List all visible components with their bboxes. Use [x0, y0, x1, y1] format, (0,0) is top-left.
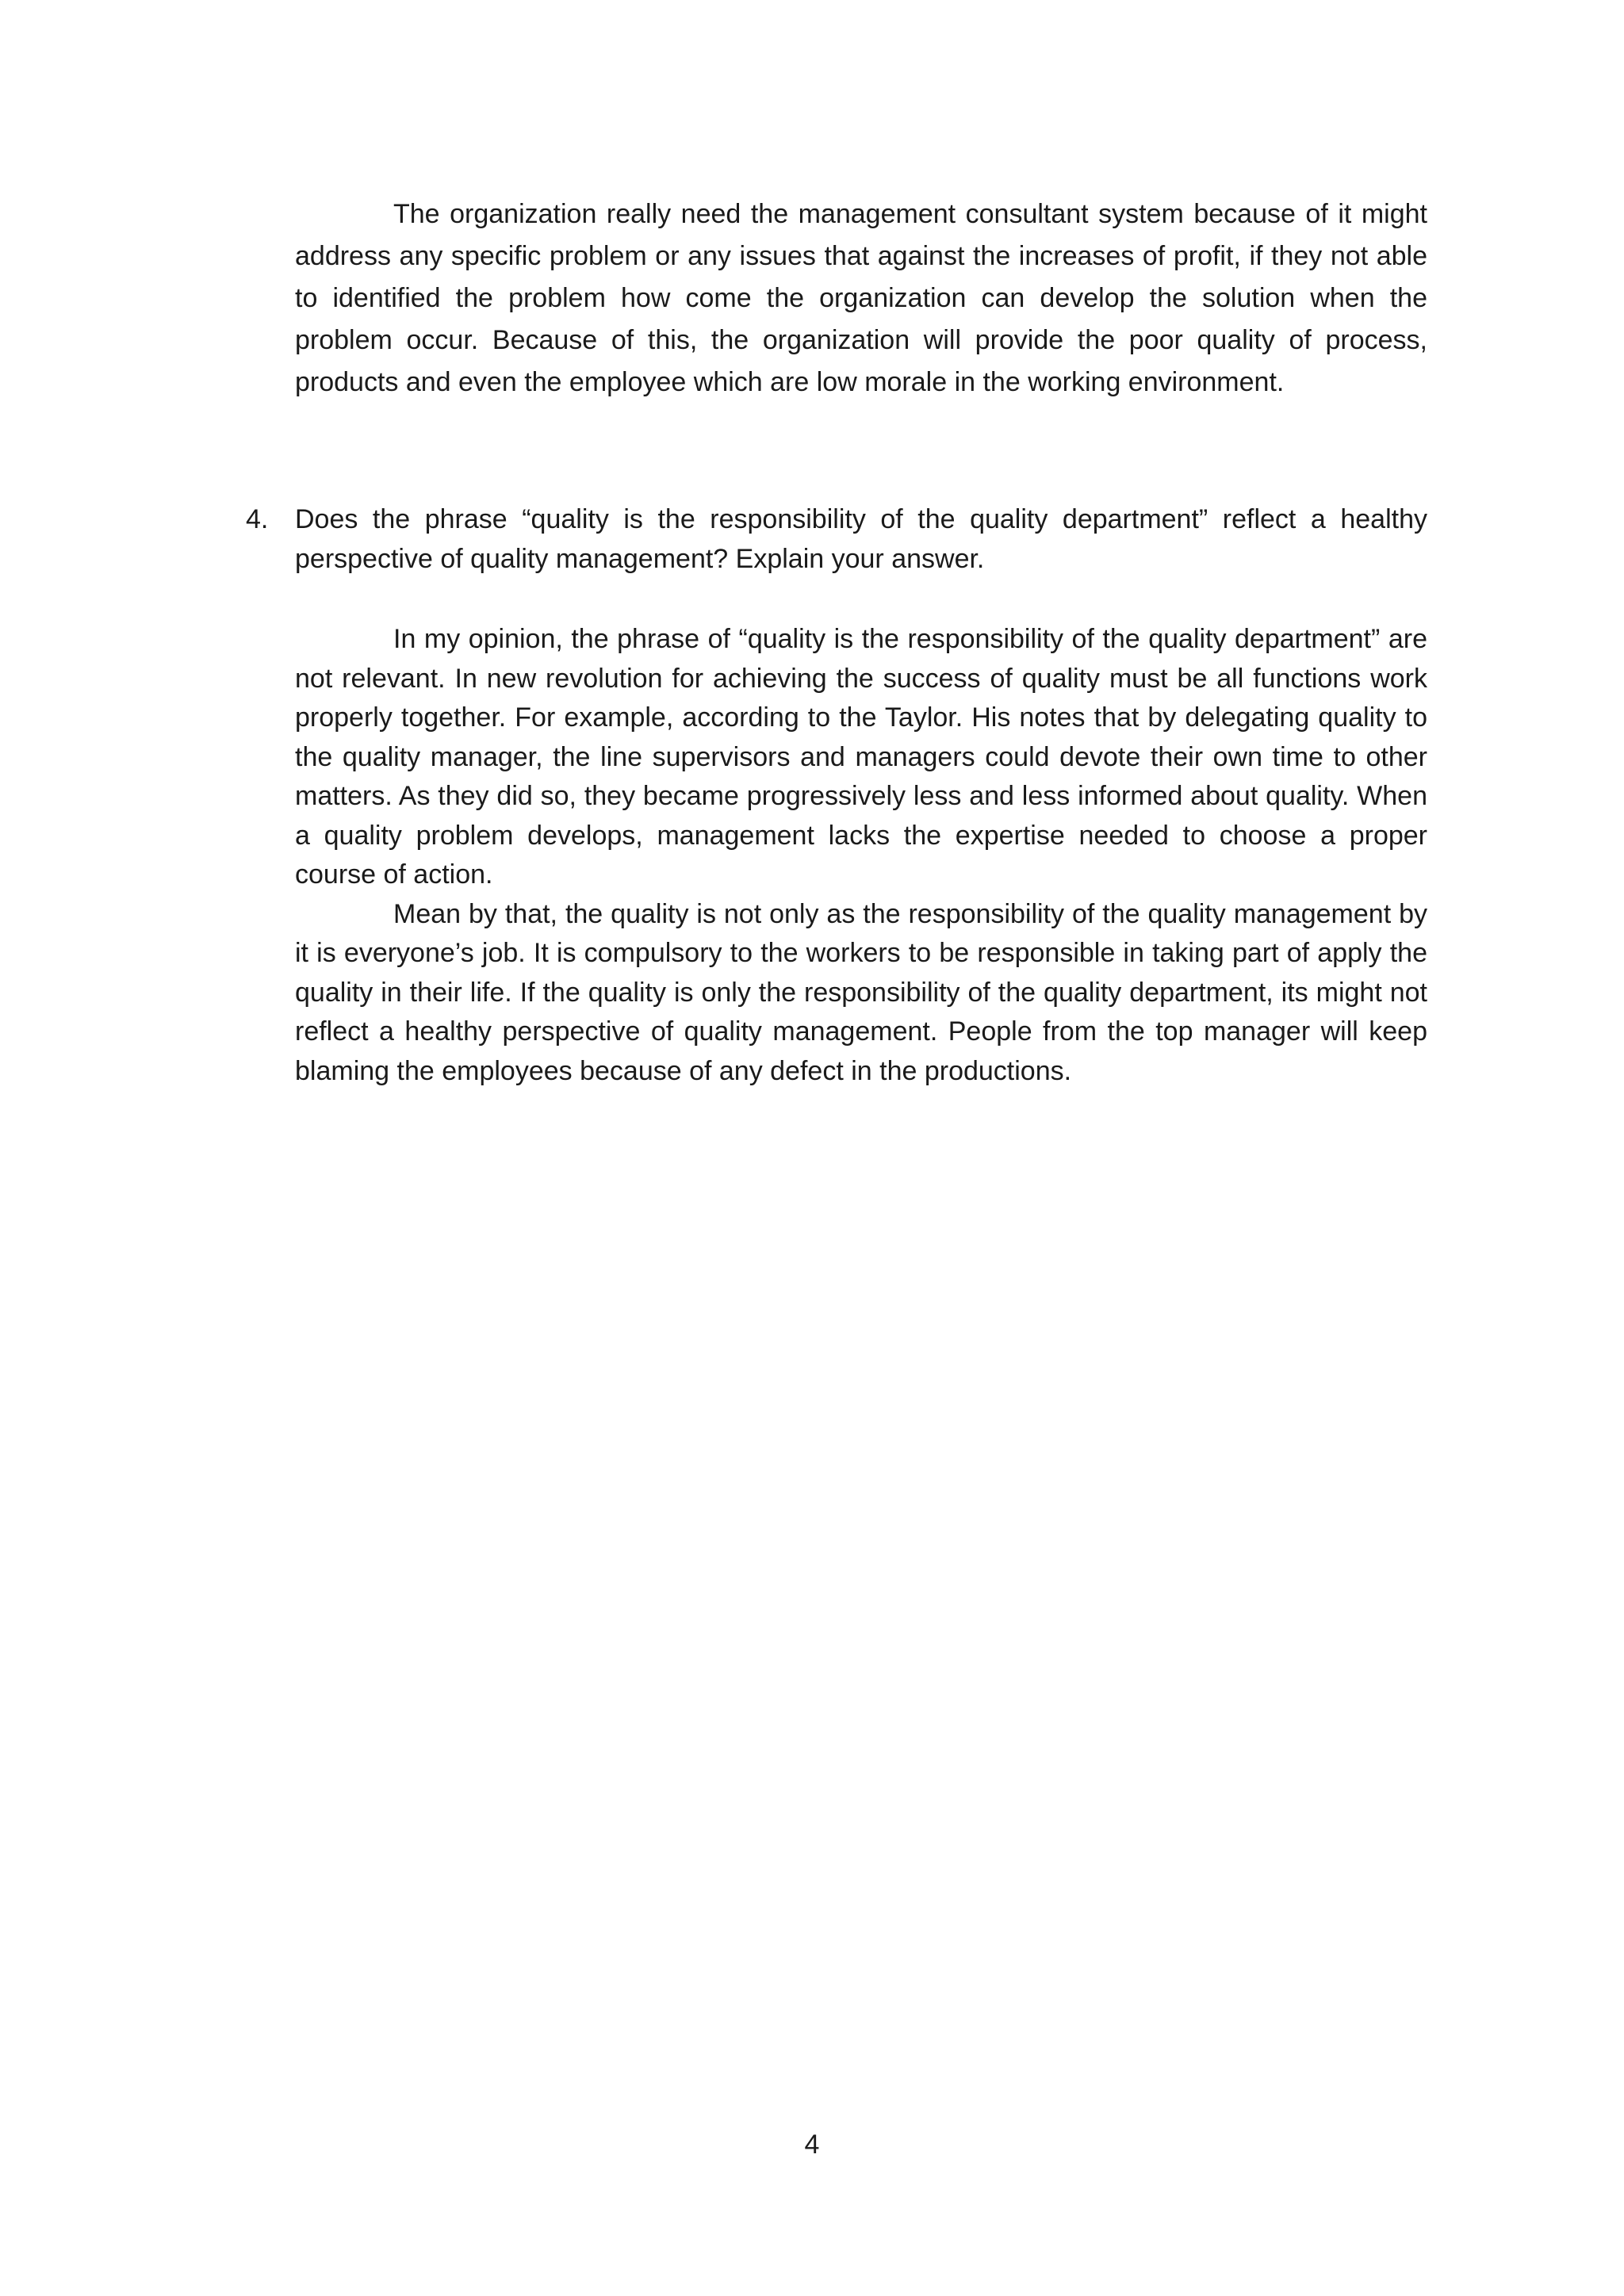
question-number: 4.	[246, 504, 269, 534]
question-text: Does the phrase “quality is the responsibility of the quality department” reflect a healthy perspective of quality management? Explain your answer.	[295, 504, 1427, 574]
page-number: 4	[804, 2130, 820, 2160]
answer-4	[295, 620, 1427, 1091]
question-4	[246, 499, 1427, 579]
answer-paragraph: Mean by that, the quality is not only as the responsibility of the quality management by it is everyone’s job. It is compulsory to the workers to be responsible in taking part of apply the quality in their life. If the quality is only the responsibility of the quality department, its might not reflect a healthy perspective of quality management. People from the top manager will keep blaming the employees because of any defect in the productions.	[295, 898, 1427, 1086]
intro-paragraph: The organization really need the management consultant system because of it might address any specific problem or any issues that against the increases of profit, if they not able to identified the problem how come the organization can develop the solution when the problem occur. Because of this, the organization will provide the poor quality of process, products and even the employee which are low morale in the working environment.	[295, 199, 1427, 397]
answer-paragraph: In my opinion, the phrase of “quality is the responsibility of the quality department” are not relevant. In new revolution for achieving the success of quality must be all functions work properly together. For example, according to the Taylor. His notes that by delegating quality to the quality manager, the line supervisors and managers could devote their own time to other matters. As they did so, they became progressively less and less informed about quality. When a quality problem develops, management lacks the expertise needed to choose a proper course of action.	[295, 624, 1427, 890]
